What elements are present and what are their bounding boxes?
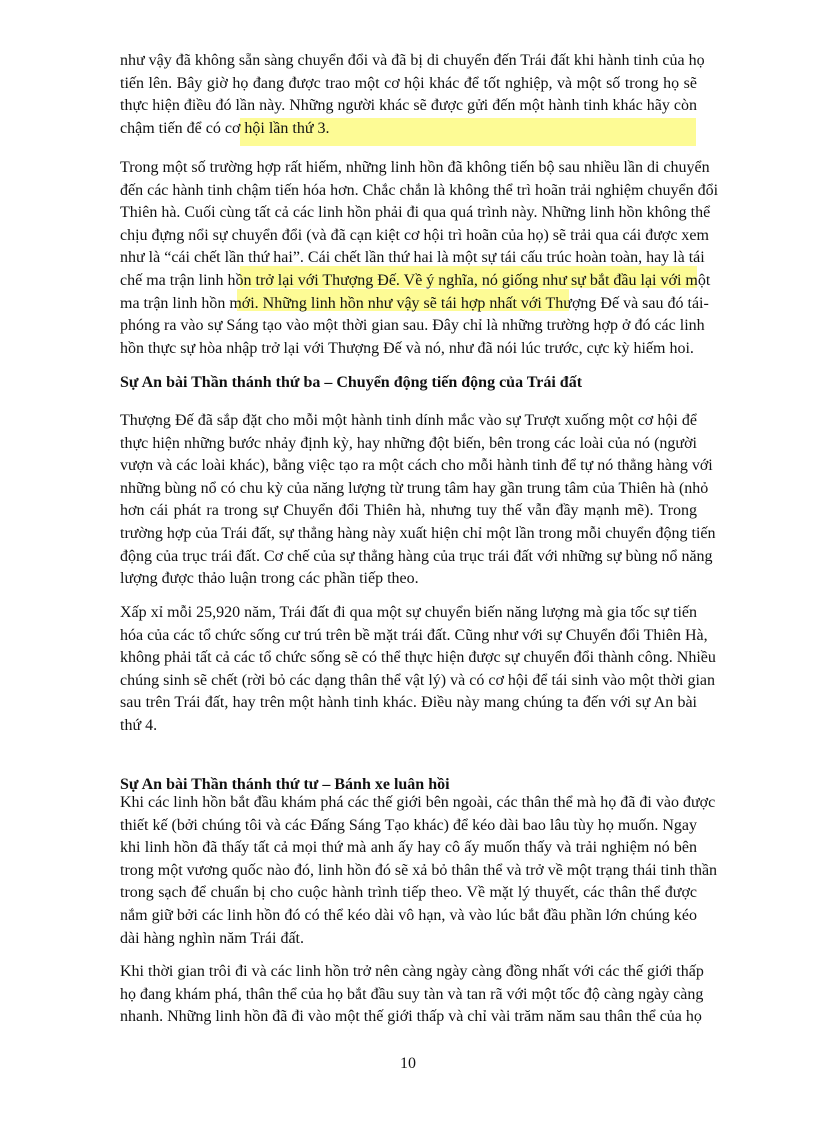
paragraph-5: Khi các linh hồn bắt đầu khám phá các thế giới bên ngoài, các thân thể mà họ đã đi vào được thiết kế (bởi chúng tôi và các Đấng Sáng Tạo khác) để kéo dài bao lâu tùy họ muốn. Ngay khi linh hồn đã thấy tất cả mọi thứ mà anh ấy hay cô ấy muốn thấy và trải nghiệm nó bên trong một vương quốc nào đó, linh hồn đó sẽ xả bỏ thân thể và trở về một trạng thái tinh thần trong sạch để chuẩn bị cho cuộc hành trình tiếp theo. Về mặt lý thuyết, các thân thể được nắm giữ bởi các linh hồn đó có thể kéo dài vô hạn, và vào lúc bắt đầu phần lớn chúng kéo dài hàng nghìn năm Trái đất. — [120, 794, 718, 947]
paragraph-4: Xấp xỉ mỗi 25,920 năm, Trái đất đi qua một sự chuyển biến năng lượng mà gia tốc sự tiến hóa của các tổ chức sống cư trú trên bề mặt trái đất. Cũng như với sự Chuyển đổi Thiên Hà, không phải tất cả các tổ chức sống sẽ có thể thực hiện được sự chuyển đổi thành công. Nhiều chúng sinh sẽ chết (rời bỏ các dạng thân thể vật lý) và có cơ hội để tái sinh vào một thời gian sau trên Trái đất, hay trên một hành tinh khác. Điều này mang chúng ta đến với sự An bài thứ 4. — [120, 604, 716, 734]
paragraph-3: Thượng Đế đã sắp đặt cho mỗi một hành tinh dính mắc vào sự Trượt xuống một cơ hội để thực hiện những bước nhảy định kỳ, hay những đột biến, bên trong các loài của nó (người vượn và các loài khác), bằng việc tạo ra một cách cho mỗi hành tinh để tự nó thẳng hàng với những bùng nổ có chu kỳ của năng lượng từ trung tâm hay gần trung tâm của Thiên hà (nhỏ hơn cái phát ra trong sự Chuyển đổi Thiên hà, nhưng tuy thế vẫn đầy mạnh mẽ). Trong trường hợp của Trái đất, sự thẳng hàng này xuất hiện chỉ một lần trong mỗi chuyển động tiến động của trục trái đất. Cơ chế của sự thẳng hàng của trục trái đất với những sự bùng nổ năng lượng được thảo luận trong các phần tiếp theo. — [120, 412, 716, 588]
paragraph-1: như vậy đã không sẵn sàng chuyển đổi và đã bị di chuyển đến Trái đất khi hành tinh của họ tiến lên. Bây giờ họ đang được trao một cơ hội khác để tốt nghiệp, và một số trong họ sẽ thực hiện điều đó lần này. Những người khác sẽ được gửi đến một hành tinh khác hãy còn chậm tiến để có cơ hội lần thứ 3. — [120, 52, 705, 137]
paragraph-2: Trong một số trường hợp rất hiếm, những linh hồn đã không tiến bộ sau nhiều lần di chuyển đến các hành tinh chậm tiến hóa hơn. Chắc chắn là không thể trì hoãn trải nghiệm chuyển đổi Thiên hà. Cuối cùng tất cả các linh hồn phải đi qua quá trình này. Những linh hồn không thể chịu đựng nổi sự chuyển đổi (và đã cạn kiệt cơ hội trì hoãn của họ) sẽ trải qua cái được xem như là “cái chết lần thứ hai”. Cái chết lần thứ hai là một sự tái cấu trúc hoàn toàn, hay là tái chế ma trận linh hồn trở lại với Thượng Đế. Về ý nghĩa, nó giống như sự bắt đầu lại với một ma trận linh hồn mới. Những linh hồn như vậy sẽ tái hợp nhất với Thượng Đế và sau đó tái- phóng ra vào sự Sáng tạo vào một thời gian sau. Đây chỉ là những trường hợp ở đó các linh hồn thực sự hòa nhập trở lại với Thượng Đế và nó, như đã nói lúc trước, cực kỳ hiếm hoi. — [120, 159, 719, 357]
paragraph-6: Khi thời gian trôi đi và các linh hồn trở nên càng ngày càng đồng nhất với các thế giới thấp họ đang khám phá, thân thể của họ bắt đầu suy tàn và tan rã với một tốc độ càng ngày càng nhanh. Những linh hồn đã đi vào một thế giới thấp và chỉ vài trăm năm sau thân thể của họ — [120, 963, 704, 1026]
section-heading-4: Sự An bài Thần thánh thứ tư – Bánh xe luân hồi — [120, 775, 450, 793]
page-number: 10 — [400, 1055, 416, 1072]
section-heading-3: Sự An bài Thần thánh thứ ba – Chuyển động tiến động của Trái đất — [120, 374, 583, 391]
